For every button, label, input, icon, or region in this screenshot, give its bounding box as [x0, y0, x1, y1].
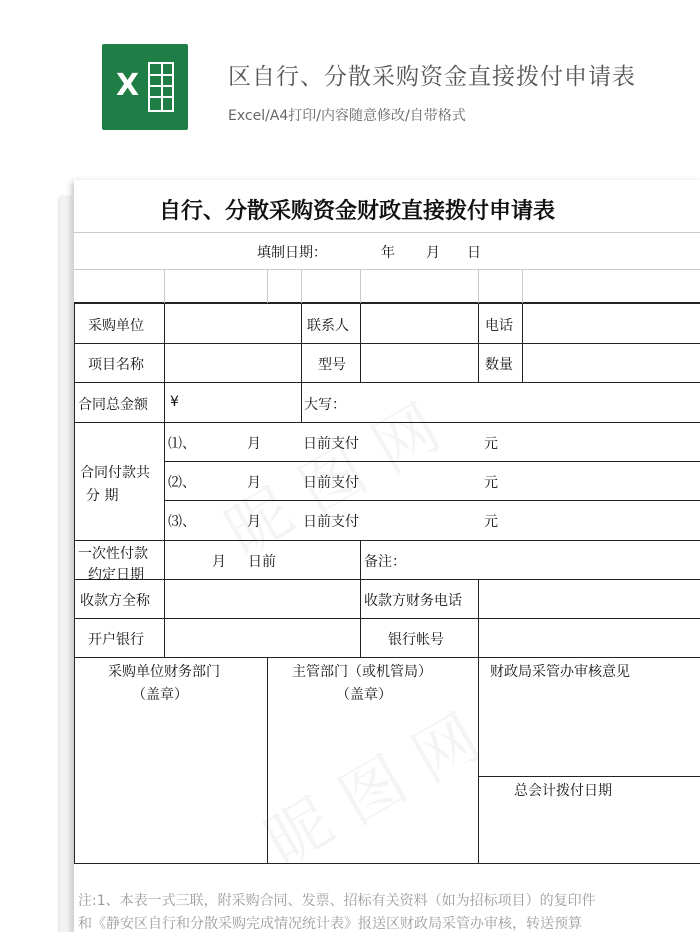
installment-idx: ⑶、 [168, 514, 196, 530]
note-line-2: 和《静安区自行和分散采购完成情况统计表》报送区财政局采管办审核，转送预算 [78, 916, 582, 932]
date-label: 填制日期： [257, 245, 327, 261]
model-label: 型号 [318, 357, 346, 373]
installments-label: 合同付款共 [80, 465, 150, 481]
installment-month: 月 [247, 436, 261, 452]
project-label: 项目名称 [88, 357, 144, 373]
installments-label-2: 分 期 [86, 488, 119, 504]
table-top-border [74, 302, 700, 304]
installment-before: 日前支付 [303, 514, 359, 530]
date-day: 日 [467, 245, 481, 261]
installment-before: 日前支付 [303, 475, 359, 491]
remark-label: 备注： [364, 554, 406, 570]
installment-unit: 元 [484, 514, 498, 530]
row-border [74, 382, 700, 383]
excel-logo-icon [102, 44, 188, 130]
sign2-stamp: （盖章） [336, 687, 392, 703]
grid-line [74, 232, 700, 233]
table-bottom-border [74, 863, 700, 864]
contract-total-label: 合同总金额 [78, 397, 148, 413]
row-border [478, 776, 700, 777]
grid-line [74, 269, 700, 270]
lump-label: 一次性付款 [78, 546, 148, 562]
sign1-stamp: （盖章） [132, 687, 188, 703]
installment-unit: 元 [484, 436, 498, 452]
payee-name-label: 收款方全称 [80, 593, 150, 609]
date-year: 年 [381, 245, 395, 261]
row-border [74, 422, 700, 423]
col-border [478, 303, 479, 383]
contact-label: 联系人 [307, 318, 349, 334]
lump-before: 日前 [248, 554, 276, 570]
row-border [74, 657, 700, 658]
quantity-label: 数量 [485, 357, 513, 373]
row-border [164, 461, 700, 462]
phone-label: 电话 [485, 318, 513, 334]
col-border [267, 657, 268, 863]
table-left-border [74, 303, 75, 863]
page-subtitle: Excel/A4打印/内容随意修改/自带格式 [228, 108, 466, 124]
col-border [522, 303, 523, 383]
date-month: 月 [426, 245, 440, 261]
installment-idx: ⑵、 [168, 475, 196, 491]
page-title: 区自行、分散采购资金直接拨付申请表 [228, 64, 636, 90]
paper-edge [60, 196, 72, 932]
row-border [74, 540, 700, 541]
row-border [164, 500, 700, 501]
row-border [74, 579, 700, 580]
row-border [74, 618, 700, 619]
bank-label: 开户银行 [88, 632, 144, 648]
col-border [478, 579, 479, 658]
col-border [478, 657, 479, 863]
grid-line [301, 269, 302, 303]
grid-line [522, 269, 523, 303]
lump-label-2: 约定日期 [88, 567, 144, 583]
installment-month: 月 [247, 514, 261, 530]
installment-unit: 元 [484, 475, 498, 491]
form-sheet [74, 180, 700, 932]
excel-logo-letter: X [116, 68, 140, 103]
account-label: 银行帐号 [388, 632, 444, 648]
form-title: 自行、分散采购资金财政直接拨付申请表 [158, 199, 555, 224]
watermark [247, 688, 495, 884]
row-border [74, 343, 700, 344]
installment-before: 日前支付 [303, 436, 359, 452]
treasury-label: 总会计拨付日期 [514, 783, 612, 799]
installment-idx: ⑴、 [168, 436, 196, 452]
sign3-title: 财政局采管办审核意见 [490, 664, 630, 680]
note-line-1: 注:1、本表一式三联，附采购合同、发票、招标有关资料（如为招标项目）的复印件 [78, 893, 596, 909]
grid-line [360, 269, 361, 303]
grid-line [478, 269, 479, 303]
col-border [301, 303, 302, 383]
sign2-title: 主管部门（或机管局） [292, 664, 432, 680]
payee-phone-label: 收款方财务电话 [364, 593, 462, 609]
installment-month: 月 [247, 475, 261, 491]
spreadsheet-grid-icon [148, 62, 174, 112]
lump-month: 月 [212, 554, 226, 570]
purchaser-label: 采购单位 [88, 318, 144, 334]
col-border [301, 382, 302, 423]
col-border [360, 540, 361, 658]
sign1-title: 采购单位财务部门 [108, 664, 220, 680]
col-border [164, 303, 165, 658]
uppercase-label: 大写： [304, 397, 346, 413]
col-border [360, 303, 361, 383]
grid-line [267, 269, 268, 303]
currency-symbol: ¥ [170, 394, 179, 410]
grid-line [164, 269, 165, 303]
